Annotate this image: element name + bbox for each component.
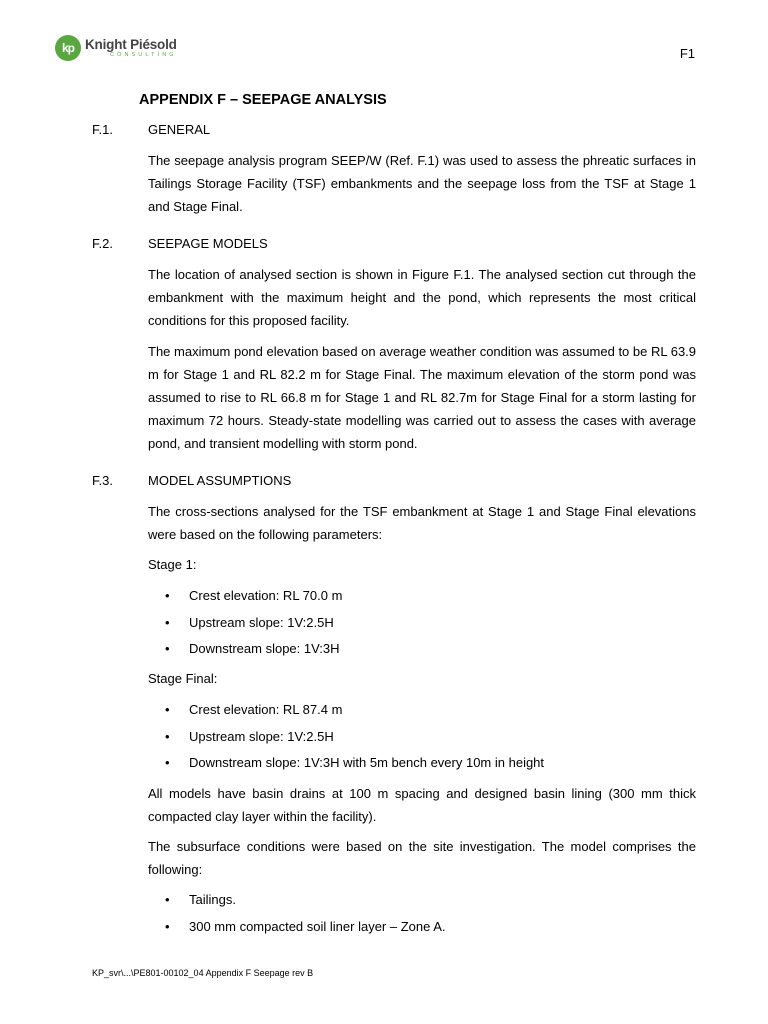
paragraph-section-location: The location of analysed section is shown in Figure F.1. The analysed section cut through the embankment with the maximum height and the pond, which represents the most critical conditions for this proposed facility.	[148, 267, 696, 328]
kp-logo-icon	[55, 35, 81, 61]
page-title: APPENDIX F – SEEPAGE ANALYSIS	[139, 92, 387, 108]
list-item: Crest elevation: RL 87.4 m	[189, 702, 343, 717]
bullet-icon: •	[165, 615, 170, 630]
paragraph-subsurface: The subsurface conditions were based on the site investigation. The model comprises the following:	[148, 839, 696, 877]
bullet-icon: •	[165, 588, 170, 603]
list-item: Upstream slope: 1V:2.5H	[189, 729, 334, 744]
logo-name: Knight Piésold	[85, 36, 177, 52]
list-item: Downstream slope: 1V:3H with 5m bench every 10m in height	[189, 755, 545, 770]
section-heading-seepage-models: SEEPAGE MODELS	[148, 236, 268, 251]
paragraph-basin-drains: All models have basin drains at 100 m spacing and designed basin lining (300 mm thick compacted clay layer within the facility).	[148, 786, 696, 824]
section-number-f2: F.2.	[92, 236, 113, 251]
list-item: Upstream slope: 1V:2.5H	[189, 615, 334, 630]
list-item: Tailings.	[189, 892, 236, 907]
section-heading-model-assumptions: MODEL ASSUMPTIONS	[148, 473, 292, 488]
footer-file-path: KP_svr\...\PE801-00102_04 Appendix F Seepage rev B	[92, 968, 314, 978]
section-number-f3: F.3.	[92, 473, 113, 488]
list-item: Downstream slope: 1V:3H	[189, 641, 340, 656]
list-item: Crest elevation: RL 70.0 m	[189, 588, 343, 603]
section-heading-general: GENERAL	[148, 122, 211, 137]
list-item: 300 mm compacted soil liner layer – Zone A.	[189, 919, 446, 934]
paragraph-cross-sections: The cross-sections analysed for the TSF embankment at Stage 1 and Stage Final elevations were based on the following parameters:	[148, 504, 696, 542]
stage-final-label: Stage Final:	[148, 671, 218, 686]
bullet-icon: •	[165, 755, 170, 770]
section-number-f1: F.1.	[92, 122, 113, 137]
bullet-icon: •	[165, 892, 170, 907]
paragraph-pond-elevation: The maximum pond elevation based on average weather condition was assumed to be RL 63.9 m for Stage 1 and RL 82.2 m for Stage Final. The maximum elevation of the storm pond was assumed to rise to RL 66.8 m for Stage 1 and RL 82.7m for Stage Final for a storm lasting for maximum 72 hours. Steady-state modelling was carried out to assess the cases with average pond, and transient modelling with storm pond.	[148, 344, 697, 451]
company-logo	[55, 33, 177, 63]
logo-subtitle: CONSULTING	[110, 52, 177, 58]
bullet-icon: •	[165, 641, 170, 656]
paragraph-general: The seepage analysis program SEEP/W (Ref. F.1) was used to assess the phreatic surfaces in Tailings Storage Facility (TSF) embankments and the seepage loss from the TSF at Stage 1 and Stage Final.	[148, 153, 696, 214]
stage1-label: Stage 1:	[148, 557, 197, 572]
page-id: F1	[679, 46, 695, 61]
logo-mark-text: kp	[61, 41, 74, 55]
bullet-icon: •	[165, 702, 170, 717]
bullet-icon: •	[165, 729, 170, 744]
bullet-icon: •	[165, 919, 170, 934]
